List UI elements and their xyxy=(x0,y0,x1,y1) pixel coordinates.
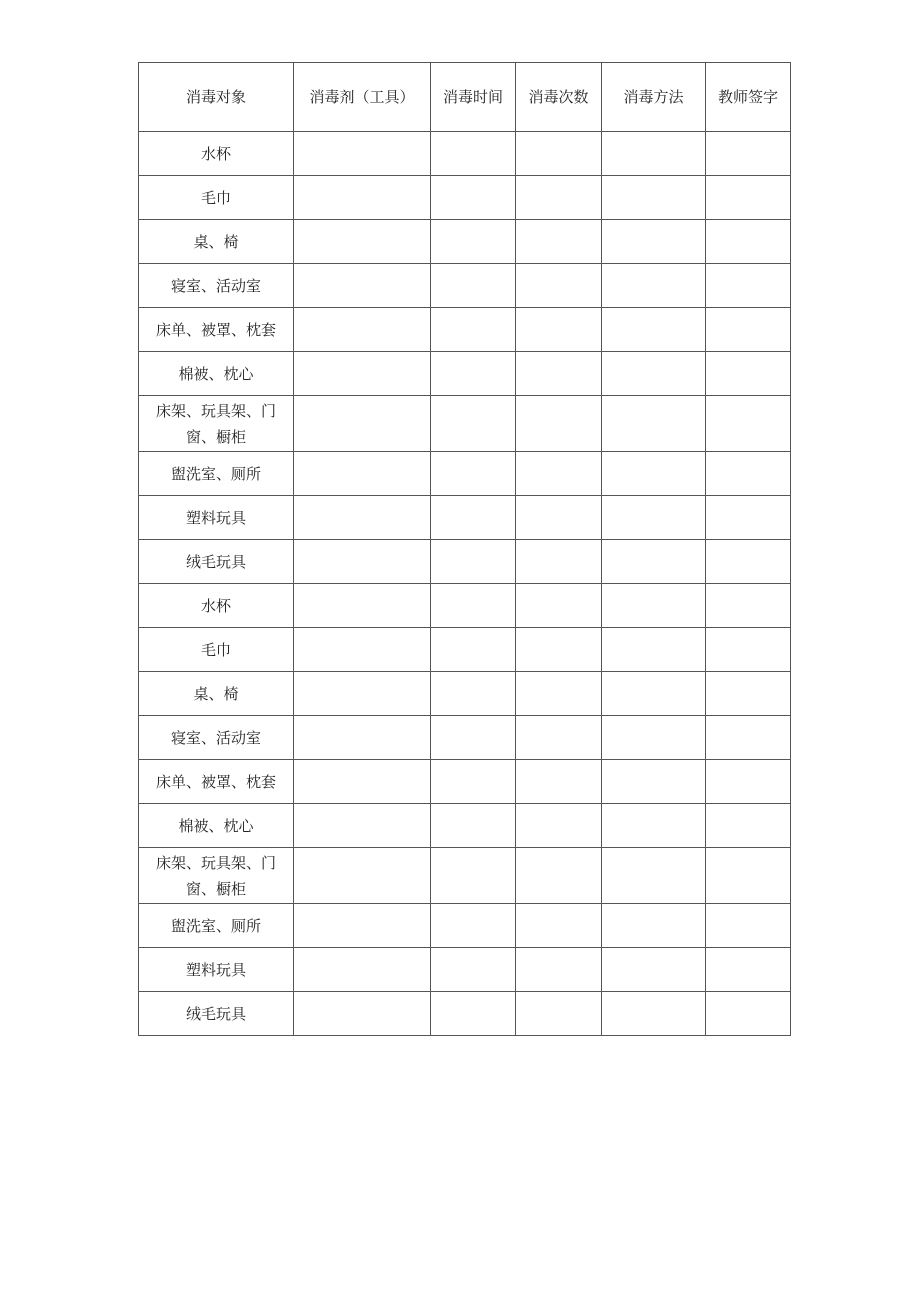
signature-cell[interactable] xyxy=(706,584,791,628)
object-cell: 盥洗室、厕所 xyxy=(139,904,294,948)
time-cell[interactable] xyxy=(431,848,516,904)
object-cell: 塑料玩具 xyxy=(139,496,294,540)
count-cell[interactable] xyxy=(516,352,602,396)
table-header xyxy=(139,63,791,132)
signature-cell[interactable] xyxy=(706,904,791,948)
table-row xyxy=(139,264,791,308)
signature-cell[interactable] xyxy=(706,540,791,584)
header-disinfection-time: 消毒时间 xyxy=(431,63,516,132)
header-disinfection-count: 消毒次数 xyxy=(516,63,602,132)
object-cell: 桌、椅 xyxy=(139,220,294,264)
object-cell: 床架、玩具架、门窗、橱柜 xyxy=(139,848,294,904)
method-cell[interactable] xyxy=(602,496,706,540)
object-cell: 水杯 xyxy=(139,584,294,628)
object-cell: 棉被、枕心 xyxy=(139,804,294,848)
method-cell[interactable] xyxy=(602,308,706,352)
disinfectant-cell[interactable] xyxy=(294,264,431,308)
disinfectant-cell[interactable] xyxy=(294,672,431,716)
count-cell[interactable] xyxy=(516,176,602,220)
time-cell[interactable] xyxy=(431,948,516,992)
disinfectant-cell[interactable] xyxy=(294,132,431,176)
time-cell[interactable] xyxy=(431,904,516,948)
time-cell[interactable] xyxy=(431,264,516,308)
object-cell: 塑料玩具 xyxy=(139,948,294,992)
time-cell[interactable] xyxy=(431,540,516,584)
signature-cell[interactable] xyxy=(706,628,791,672)
time-cell[interactable] xyxy=(431,452,516,496)
method-cell[interactable] xyxy=(602,948,706,992)
signature-cell[interactable] xyxy=(706,396,791,452)
method-cell[interactable] xyxy=(602,716,706,760)
count-cell[interactable] xyxy=(516,848,602,904)
signature-cell[interactable] xyxy=(706,352,791,396)
method-cell[interactable] xyxy=(602,992,706,1036)
method-cell[interactable] xyxy=(602,584,706,628)
header-disinfection-method: 消毒方法 xyxy=(602,63,706,132)
disinfectant-cell[interactable] xyxy=(294,992,431,1036)
table-row xyxy=(139,948,791,992)
time-cell[interactable] xyxy=(431,132,516,176)
signature-cell[interactable] xyxy=(706,992,791,1036)
count-cell[interactable] xyxy=(516,496,602,540)
count-cell[interactable] xyxy=(516,540,602,584)
header-disinfection-object: 消毒对象 xyxy=(139,63,294,132)
method-cell[interactable] xyxy=(602,804,706,848)
table-row xyxy=(139,584,791,628)
table-row xyxy=(139,716,791,760)
count-cell[interactable] xyxy=(516,132,602,176)
header-teacher-signature: 教师签字 xyxy=(706,63,791,132)
table-row xyxy=(139,540,791,584)
count-cell[interactable] xyxy=(516,396,602,452)
table-row xyxy=(139,760,791,804)
signature-cell[interactable] xyxy=(706,948,791,992)
table-row xyxy=(139,992,791,1036)
count-cell[interactable] xyxy=(516,760,602,804)
object-cell: 棉被、枕心 xyxy=(139,352,294,396)
disinfectant-cell[interactable] xyxy=(294,452,431,496)
table-row xyxy=(139,352,791,396)
disinfectant-cell[interactable] xyxy=(294,496,431,540)
count-cell[interactable] xyxy=(516,264,602,308)
object-cell: 毛巾 xyxy=(139,176,294,220)
count-cell[interactable] xyxy=(516,220,602,264)
signature-cell[interactable] xyxy=(706,308,791,352)
object-cell: 绒毛玩具 xyxy=(139,540,294,584)
disinfectant-cell[interactable] xyxy=(294,760,431,804)
count-cell[interactable] xyxy=(516,628,602,672)
method-cell[interactable] xyxy=(602,352,706,396)
count-cell[interactable] xyxy=(516,452,602,496)
table-body xyxy=(139,132,791,1036)
header-disinfectant-tool: 消毒剂（工具） xyxy=(294,63,431,132)
table-row xyxy=(139,220,791,264)
header-row xyxy=(139,63,791,132)
table-row xyxy=(139,672,791,716)
disinfection-record-table xyxy=(138,62,791,1036)
table-row xyxy=(139,496,791,540)
signature-cell[interactable] xyxy=(706,760,791,804)
signature-cell[interactable] xyxy=(706,452,791,496)
object-cell: 床单、被罩、枕套 xyxy=(139,308,294,352)
method-cell[interactable] xyxy=(602,264,706,308)
time-cell[interactable] xyxy=(431,220,516,264)
object-cell: 寝室、活动室 xyxy=(139,716,294,760)
time-cell[interactable] xyxy=(431,176,516,220)
time-cell[interactable] xyxy=(431,992,516,1036)
method-cell[interactable] xyxy=(602,760,706,804)
object-cell: 毛巾 xyxy=(139,628,294,672)
time-cell[interactable] xyxy=(431,628,516,672)
table-row xyxy=(139,396,791,452)
table-row xyxy=(139,452,791,496)
signature-cell[interactable] xyxy=(706,672,791,716)
signature-cell[interactable] xyxy=(706,176,791,220)
signature-cell[interactable] xyxy=(706,848,791,904)
table-row xyxy=(139,176,791,220)
disinfectant-cell[interactable] xyxy=(294,804,431,848)
disinfectant-cell[interactable] xyxy=(294,220,431,264)
disinfectant-cell[interactable] xyxy=(294,904,431,948)
method-cell[interactable] xyxy=(602,220,706,264)
signature-cell[interactable] xyxy=(706,804,791,848)
method-cell[interactable] xyxy=(602,628,706,672)
count-cell[interactable] xyxy=(516,716,602,760)
time-cell[interactable] xyxy=(431,716,516,760)
method-cell[interactable] xyxy=(602,176,706,220)
method-cell[interactable] xyxy=(602,132,706,176)
table-row xyxy=(139,132,791,176)
disinfectant-cell[interactable] xyxy=(294,628,431,672)
time-cell[interactable] xyxy=(431,308,516,352)
object-cell: 绒毛玩具 xyxy=(139,992,294,1036)
time-cell[interactable] xyxy=(431,804,516,848)
method-cell[interactable] xyxy=(602,672,706,716)
time-cell[interactable] xyxy=(431,496,516,540)
count-cell[interactable] xyxy=(516,308,602,352)
disinfectant-cell[interactable] xyxy=(294,396,431,452)
method-cell[interactable] xyxy=(602,396,706,452)
object-cell: 盥洗室、厕所 xyxy=(139,452,294,496)
disinfectant-cell[interactable] xyxy=(294,176,431,220)
time-cell[interactable] xyxy=(431,584,516,628)
table-row xyxy=(139,848,791,904)
disinfectant-cell[interactable] xyxy=(294,848,431,904)
signature-cell[interactable] xyxy=(706,132,791,176)
method-cell[interactable] xyxy=(602,848,706,904)
object-cell: 桌、椅 xyxy=(139,672,294,716)
method-cell[interactable] xyxy=(602,540,706,584)
signature-cell[interactable] xyxy=(706,496,791,540)
time-cell[interactable] xyxy=(431,760,516,804)
table-row xyxy=(139,804,791,848)
object-cell: 床架、玩具架、门窗、橱柜 xyxy=(139,396,294,452)
signature-cell[interactable] xyxy=(706,220,791,264)
signature-cell[interactable] xyxy=(706,716,791,760)
disinfectant-cell[interactable] xyxy=(294,948,431,992)
disinfectant-cell[interactable] xyxy=(294,540,431,584)
time-cell[interactable] xyxy=(431,396,516,452)
disinfectant-cell[interactable] xyxy=(294,716,431,760)
count-cell[interactable] xyxy=(516,584,602,628)
count-cell[interactable] xyxy=(516,804,602,848)
object-cell: 水杯 xyxy=(139,132,294,176)
table-row xyxy=(139,308,791,352)
signature-cell[interactable] xyxy=(706,264,791,308)
object-cell: 寝室、活动室 xyxy=(139,264,294,308)
method-cell[interactable] xyxy=(602,452,706,496)
disinfectant-cell[interactable] xyxy=(294,584,431,628)
time-cell[interactable] xyxy=(431,672,516,716)
count-cell[interactable] xyxy=(516,948,602,992)
count-cell[interactable] xyxy=(516,672,602,716)
count-cell[interactable] xyxy=(516,992,602,1036)
method-cell[interactable] xyxy=(602,904,706,948)
table-row xyxy=(139,628,791,672)
disinfectant-cell[interactable] xyxy=(294,352,431,396)
count-cell[interactable] xyxy=(516,904,602,948)
object-cell: 床单、被罩、枕套 xyxy=(139,760,294,804)
table-row xyxy=(139,904,791,948)
time-cell[interactable] xyxy=(431,352,516,396)
disinfectant-cell[interactable] xyxy=(294,308,431,352)
